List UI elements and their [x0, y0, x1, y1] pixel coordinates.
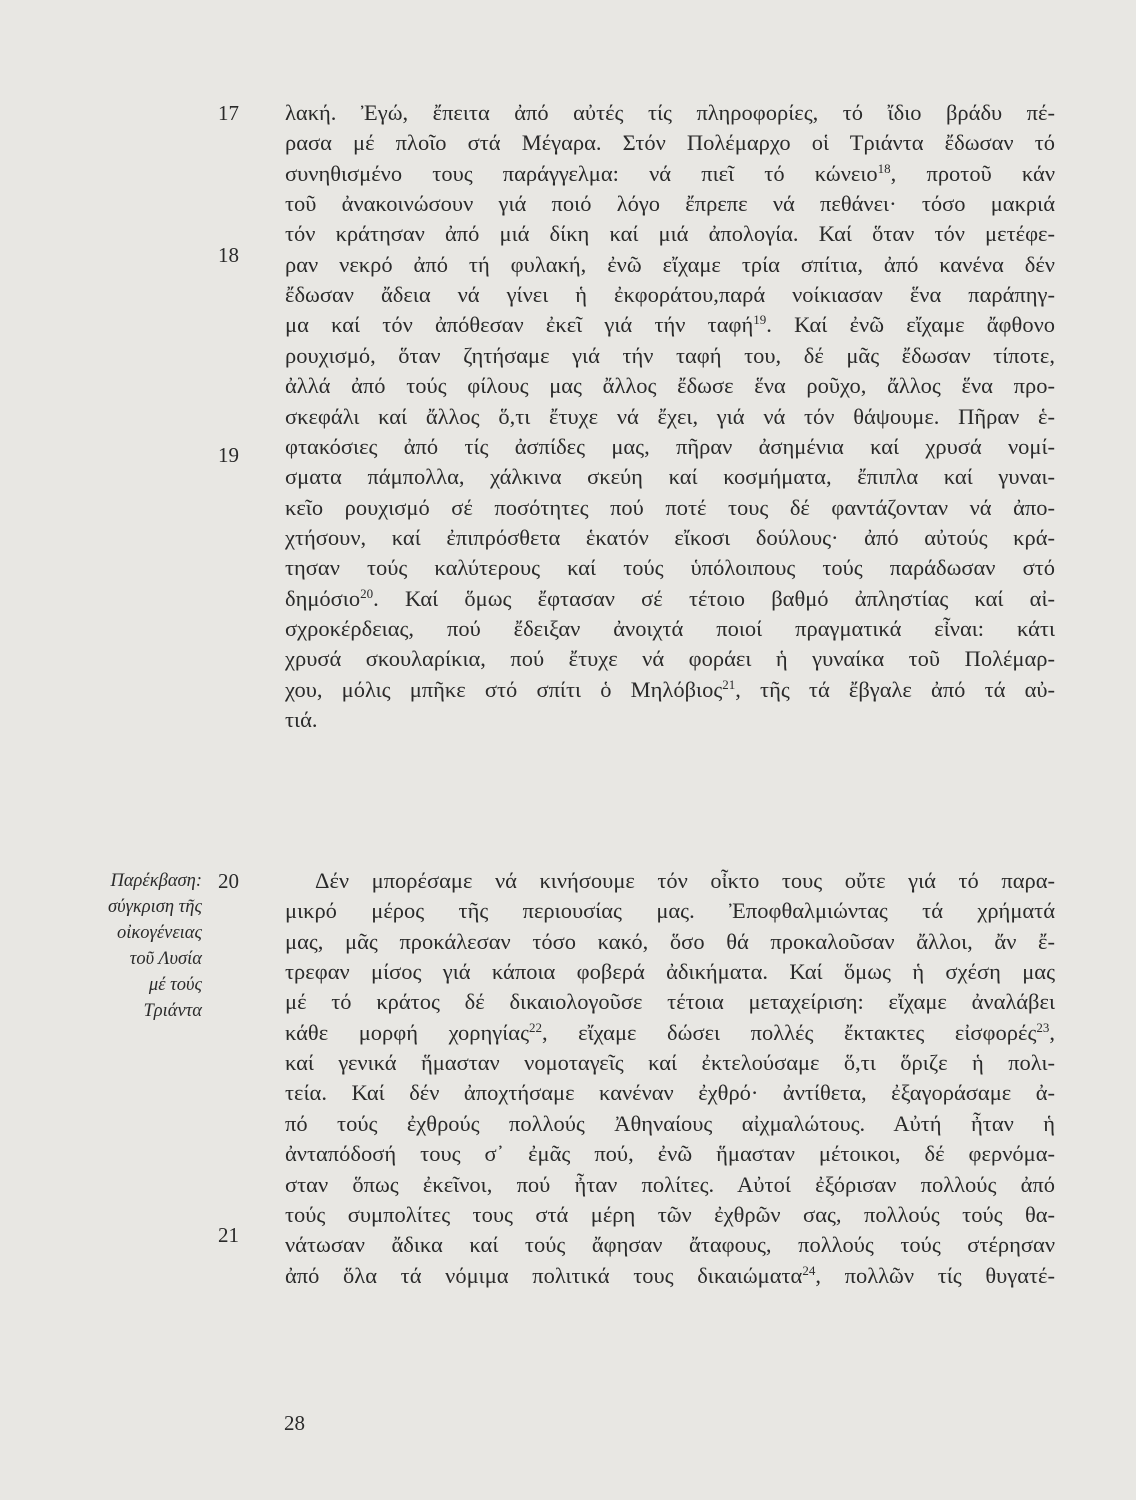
margin-note-line: σύγκριση τῆς [107, 897, 202, 917]
line-number: 21 [218, 1223, 239, 1247]
text-line: τησαν τούς καλύτερους καί τούς ὑπόλοιπους τούς παράδωσαν στό [285, 555, 1055, 580]
text-line: τοῦ ἀνακοινώσουν γιά ποιό λόγο ἔπρεπε νά πεθάνει· τόσο μακριά [285, 191, 1055, 216]
text-line: τούς συμπολίτες τους στά μέρη τῶν ἐχθρῶν σας, πολλούς τούς θα- [285, 1202, 1055, 1227]
text-line: φτακόσιες ἀπό τίς ἀσπίδες μας, πῆραν ἀσημένια καί χρυσά νομί- [285, 434, 1055, 459]
margin-note-line: Παρέκβαση: [110, 871, 202, 891]
text-line: σματα πάμπολλα, χάλκινα σκεύη καί κοσμήματα, ἔπιπλα καί γυναι- [285, 464, 1055, 489]
line-number: 20 [218, 869, 239, 893]
page-number: 28 [284, 1411, 305, 1435]
text-line: μας, μᾶς προκάλεσαν τόσο κακό, ὅσο θά προκαλοῦσαν ἄλλοι, ἄν ἔ- [285, 929, 1055, 954]
text-span: μα καί τόν ἀπόθεσαν ἐκεῖ γιά τήν ταφή [285, 312, 754, 337]
text-line [285, 1261, 1055, 1291]
text-line: μικρό μέρος τῆς περιουσίας μας. Ἐποφθαλμιώντας τά χρήματά [285, 898, 1055, 923]
footnote-ref: 19 [753, 312, 767, 327]
text-span: χου, μόλις μπῆκε στό σπίτι ὁ Μηλόβιος [285, 677, 723, 702]
text-span: , προτοῦ κάν [890, 161, 1055, 186]
text-span: ἀπό ὅλα τά νόμιμα πολιτικά τους δικαιώματα [285, 1263, 803, 1288]
text-line: τόν κράτησαν ἀπό μιά δίκη καί μιά ἀπολογία. Καί ὅταν τόν μετέφε- [285, 221, 1055, 246]
margin-note-line: τοῦ Λυσία [129, 949, 202, 969]
text-line: ρουχισμό, ὅταν ζητήσαμε γιά τήν ταφή του, δέ μᾶς ἔδωσαν τίποτε, [285, 343, 1055, 368]
text-line [285, 159, 1055, 189]
text-span: συνηθισμένο τους παράγγελμα: νά πιεῖ τό κώνειο [285, 161, 878, 186]
text-line [285, 1018, 1055, 1048]
line-number: 19 [218, 443, 239, 467]
text-line: τρεφαν μίσος γιά κάποια φοβερά ἀδικήματα. Καί ὅμως ἡ σχέση μας [285, 959, 1055, 984]
text-span: κάθε μορφή χορηγίας [285, 1020, 529, 1045]
text-line: σχροκέρδειας, πού ἔδειξαν ἀνοιχτά ποιοί πραγματικά εἶναι: κάτι [285, 616, 1055, 641]
footnote-ref: 20 [360, 586, 374, 601]
text-line [285, 675, 1055, 705]
text-line: χτήσουν, καί ἐπιπρόσθετα ἑκατόν εἴκοσι δούλους· ἀπό αὐτούς κρά- [285, 525, 1055, 550]
text-line: ρασα μέ πλοῖο στά Μέγαρα. Στόν Πολέμαρχο οἱ Τριάντα ἔδωσαν τό [285, 130, 1055, 155]
text-line: ἔδωσαν ἄδεια νά γίνει ἡ ἐκφοράτου,παρά νοίκιασαν ἕνα παράπηγ- [285, 282, 1055, 307]
margin-note-line: οἰκογένειας [117, 923, 202, 943]
text-span: , πολλῶν τίς θυγατέ- [815, 1263, 1055, 1288]
text-span: δημόσιο [285, 586, 361, 611]
text-line: σκεφάλι καί ἄλλος ὅ,τι ἔτυχε νά ἔχει, γιά νά τόν θάψουμε. Πῆραν ἑ- [285, 404, 1055, 429]
text-line: ἀνταπόδοσή τους σ᾽ ἐμᾶς πού, ἐνῶ ἥμασταν μέτοικοι, δέ φερνόμα- [285, 1141, 1055, 1166]
text-line [285, 584, 1055, 614]
text-span: . Καί ἐνῶ εἴχαμε ἄφθονο [766, 312, 1055, 337]
text-line: χρυσά σκουλαρίκια, πού ἔτυχε νά φοράει ἡ γυναίκα τοῦ Πολέμαρ- [285, 646, 1055, 671]
text-span: . Καί ὅμως ἔφτασαν σέ τέτοιο βαθμό ἀπληστίας καί αἰ- [373, 586, 1055, 611]
text-span: , τῆς τά ἔβγαλε ἀπό τά αὐ- [735, 677, 1056, 702]
text-span: , εἴχαμε δώσει πολλές ἔκτακτες εἰσφορές [542, 1020, 1037, 1045]
line-number: 18 [218, 243, 239, 267]
text-line: λακή. Ἐγώ, ἔπειτα ἀπό αὐτές τίς πληροφορίες, τό ἴδιο βράδυ πέ- [285, 100, 1055, 125]
footnote-ref: 23 [1036, 1020, 1050, 1035]
text-line [285, 310, 1055, 340]
text-line: σταν ὅπως ἐκεῖνοι, πού ἦταν πολίτες. Αὐτοί ἐξόρισαν πολλούς ἀπό [285, 1172, 1055, 1197]
text-line: κεῖο ρουχισμό σέ ποσότητες πού ποτέ τους δέ φαντάζονταν νά ἀπο- [285, 495, 1055, 520]
text-line: μέ τό κράτος δέ δικαιολογοῦσε τέτοια μεταχείριση: εἴχαμε ἀναλάβει [285, 989, 1055, 1014]
text-line: καί γενικά ἥμασταν νομοταγεῖς καί ἐκτελούσαμε ὅ,τι ὅριζε ἡ πολι- [285, 1050, 1055, 1075]
text-line: πό τούς ἐχθρούς πολλούς Ἀθηναίους αἰχμαλώτους. Αὐτή ἦταν ἡ [285, 1111, 1055, 1136]
footnote-ref: 24 [802, 1263, 816, 1278]
text-line: νάτωσαν ἄδικα καί τούς ἄφησαν ἄταφους, πολλούς τούς στέρησαν [285, 1232, 1055, 1257]
footnote-ref: 22 [529, 1020, 542, 1035]
footnote-ref: 18 [877, 161, 891, 176]
footnote-ref: 21 [722, 677, 736, 692]
margin-note [40, 868, 202, 1024]
text-line: Δέν μπορέσαμε νά κινήσουμε τόν οἶκτο τους οὔτε γιά τό παρα- [315, 868, 1055, 893]
margin-note-line: μέ τούς [148, 975, 202, 995]
text-span: , [1049, 1020, 1055, 1045]
line-number: 17 [218, 101, 239, 125]
margin-note-line: Τριάντα [143, 1001, 202, 1021]
text-line: τεία. Καί δέν ἀποχτήσαμε κανέναν ἐχθρό· ἀντίθετα, ἐξαγοράσαμε ἀ- [285, 1080, 1055, 1105]
text-line: ἀλλά ἀπό τούς φίλους μας ἄλλος ἔδωσε ἕνα ροῦχο, ἄλλος ἕνα προ- [285, 373, 1055, 398]
text-line: τιά. [285, 707, 318, 732]
text-line: ραν νεκρό ἀπό τή φυλακή, ἐνῶ εἴχαμε τρία σπίτια, ἀπό κανένα δέν [285, 252, 1055, 277]
